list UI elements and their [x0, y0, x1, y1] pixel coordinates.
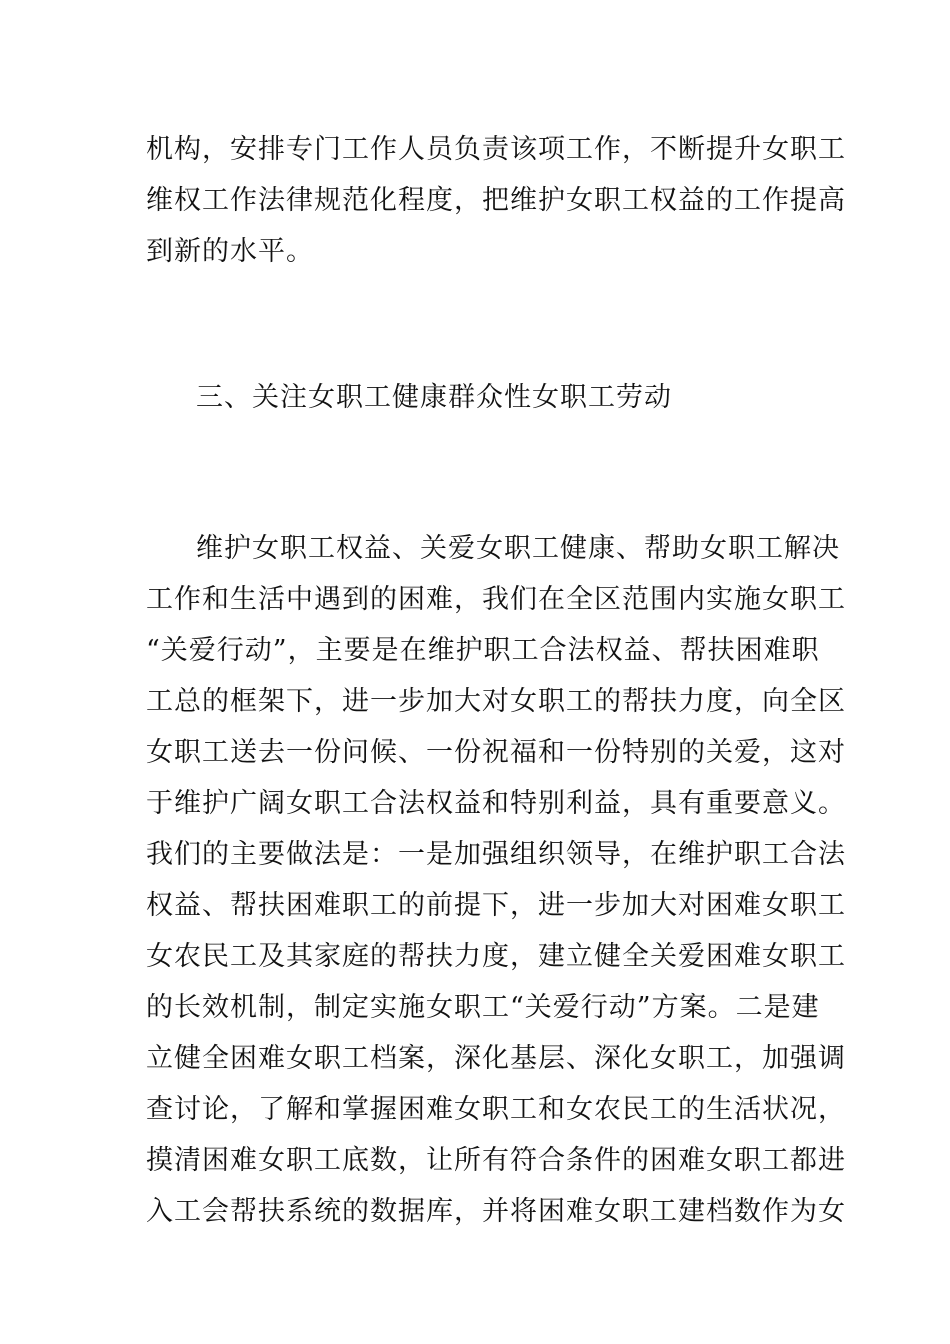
paragraph-line: 摸清困难女职工底数，让所有符合条件的困难女职工都进	[146, 1145, 846, 1176]
section-heading: 三、关注女职工健康群众性女职工劳动	[196, 382, 672, 413]
paragraph-line: 的长效机制，制定实施女职工“关爱行动”方案。二是建	[146, 992, 820, 1023]
paragraph-line: 维护女职工权益、关爱女职工健康、帮助女职工解决	[196, 533, 840, 564]
paragraph-line: 到新的水平。	[146, 236, 314, 267]
paragraph-line: 查讨论，了解和掌握困难女职工和女农民工的生活状况，	[146, 1094, 846, 1125]
paragraph-line: 维权工作法律规范化程度，把维护女职工权益的工作提高	[146, 185, 846, 216]
paragraph-line: 机构，安排专门工作人员负责该项工作，不断提升女职工	[146, 134, 846, 165]
paragraph-line: 女农民工及其家庭的帮扶力度，建立健全关爱困难女职工	[146, 941, 846, 972]
paragraph-line: 入工会帮扶系统的数据库，并将困难女职工建档数作为女	[146, 1196, 846, 1227]
paragraph-line: 立健全困难女职工档案，深化基层、深化女职工，加强调	[146, 1043, 846, 1074]
paragraph-line: 工总的框架下，进一步加大对女职工的帮扶力度，向全区	[146, 686, 846, 717]
paragraph-line: “关爱行动”，主要是在维护职工合法权益、帮扶困难职	[146, 635, 820, 666]
paragraph-line: 女职工送去一份问候、一份祝福和一份特别的关爱，这对	[146, 737, 846, 768]
paragraph-line: 权益、帮扶困难职工的前提下，进一步加大对困难女职工	[146, 890, 846, 921]
paragraph-line: 于维护广阔女职工合法权益和特别利益，具有重要意义。	[146, 788, 846, 819]
paragraph-line: 我们的主要做法是：一是加强组织领导，在维护职工合法	[146, 839, 846, 870]
paragraph-line: 工作和生活中遇到的困难，我们在全区范围内实施女职工	[146, 584, 846, 615]
